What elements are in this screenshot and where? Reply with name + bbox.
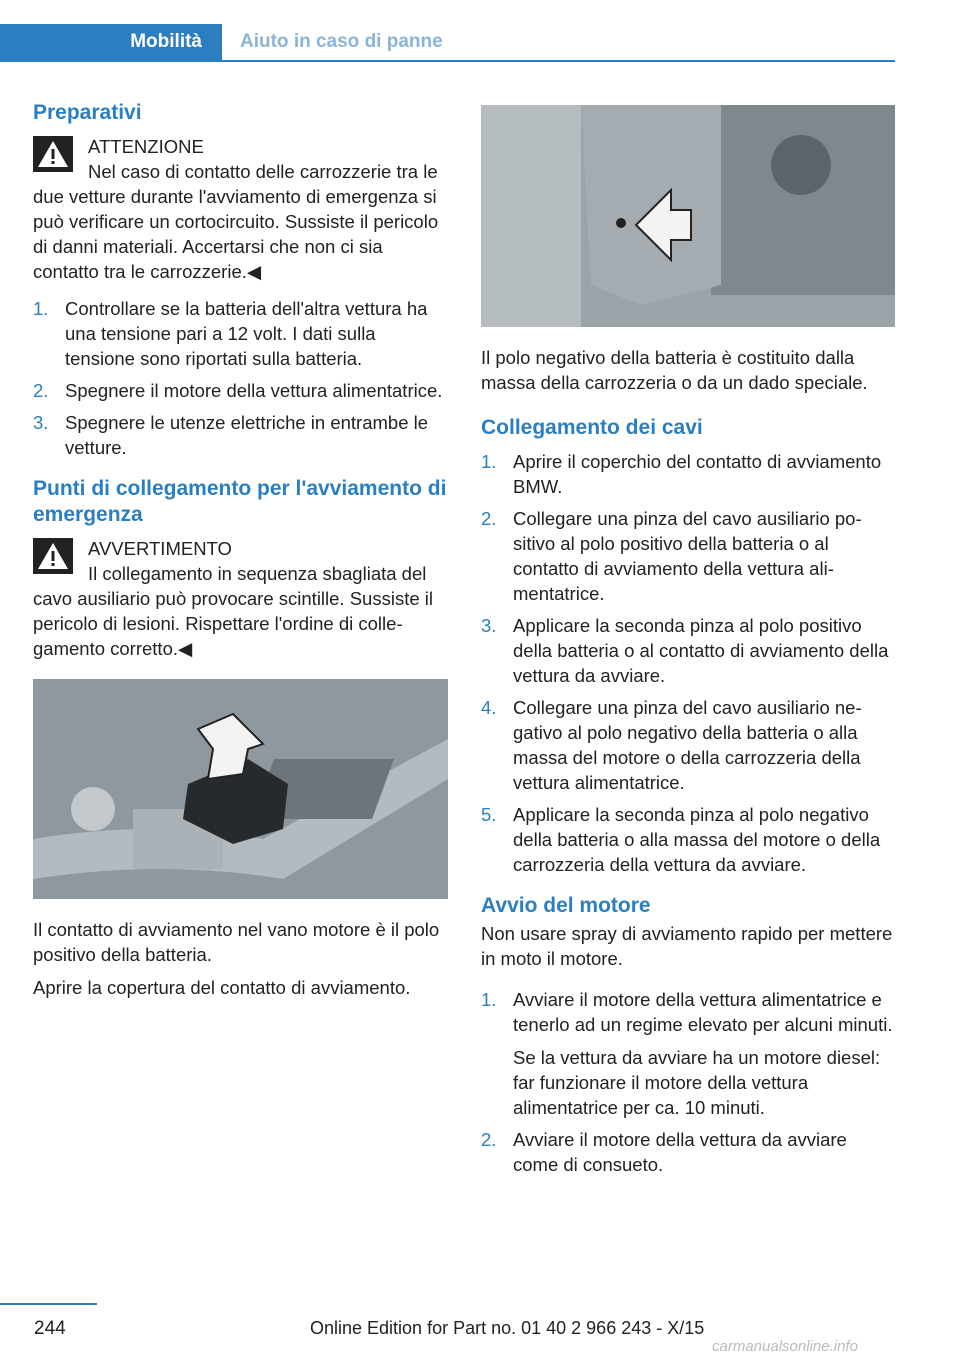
list-number: 5. xyxy=(481,804,497,825)
list-text: Collegare una pinza del cavo ausiliario positivo al polo positivo della batteria o al contatto di avviamento della vettura alimentatrice. xyxy=(513,508,862,604)
list-number: 3. xyxy=(481,615,497,636)
warning-title: AVVERTIMENTO xyxy=(88,538,232,559)
list-item xyxy=(481,449,895,499)
list-number: 4. xyxy=(481,697,497,718)
list-text: Collegare una pinza del cavo ausiliario negativo al polo negativo della batteria o alla massa del motore o della carrozzeria della vettura alimentatrice. xyxy=(513,697,862,793)
steps-preparativi xyxy=(33,296,448,460)
list-number: 1. xyxy=(33,298,49,319)
edition-text: Online Edition for Part no. 01 40 2 966 243 - X/15 xyxy=(310,1318,705,1338)
list-number: 3. xyxy=(33,412,49,433)
warning-text: Il collegamento in sequenza sbagliata del cavo ausiliario può provocare scintille. Sussiste il pericolo di lesioni. Rispettare l'ordine di collegamento corretto.◀ xyxy=(33,563,433,659)
warning-title: ATTENZIONE xyxy=(88,136,204,157)
heading-avvio-motore: Avvio del motore xyxy=(481,894,651,917)
list-item xyxy=(33,410,448,460)
tab-mobilita[interactable]: Mobilità xyxy=(0,24,222,60)
list-text: Applicare la seconda pinza al polo positivo della batteria o al contatto di avviamento della vettura da avviare. xyxy=(513,615,889,686)
engine-bay-illustration xyxy=(481,105,895,327)
list-item xyxy=(33,296,448,371)
text-open-cover: Aprire la copertura del contatto di avviamento. xyxy=(33,977,411,998)
left-column xyxy=(33,100,448,1000)
footer-divider xyxy=(0,1303,97,1305)
list-number: 1. xyxy=(481,989,497,1010)
warning-triangle-icon xyxy=(33,538,73,574)
engine-bay-positive-terminal-image xyxy=(33,679,448,899)
header-bar xyxy=(0,24,895,62)
heading-collegamento-cavi: Collegamento dei cavi xyxy=(481,416,703,439)
list-item xyxy=(481,1127,895,1177)
list-text: Avviare il motore della vettura da avviare come di consueto. xyxy=(513,1129,847,1175)
list-item xyxy=(481,613,895,688)
list-text: Spegnere il motore della vettura alimentatrice. xyxy=(65,380,443,401)
right-column xyxy=(481,105,895,1193)
warning-text: Nel caso di contatto delle carrozzerie tra le due vetture durante l'avviamento di emergenza si può verificare un cortocircuito. Sussiste il pericolo di danni materiali. Accertarsi che non ci sia contatto tra le carrozzerie.◀ xyxy=(33,161,439,282)
text-avvio: Non usare spray di avviamento rapido per mettere in moto il motore. xyxy=(481,923,893,969)
list-text: Spegnere le utenze elettriche in entrambe le vetture. xyxy=(65,412,429,458)
steps-collegamento xyxy=(481,449,895,877)
list-number: 2. xyxy=(481,508,497,529)
warning-avvertimento xyxy=(33,536,448,661)
watermark: carmanualsonline.info xyxy=(712,1338,858,1355)
engine-bay-negative-terminal-image xyxy=(481,105,895,327)
heading-punti-collegamento: Punti di collegamento per l'avviamento di emergenza xyxy=(33,477,447,526)
heading-preparativi: Preparativi xyxy=(33,101,142,124)
list-number: 2. xyxy=(481,1129,497,1150)
page-number: 244 xyxy=(34,1318,66,1339)
list-item xyxy=(33,378,448,403)
list-item xyxy=(481,987,895,1120)
list-text: Applicare la seconda pinza al polo negativo della batteria o alla massa del motore o della carrozzeria della vettura da avviare. xyxy=(513,804,881,875)
list-text: Controllare se la batteria dell'altra vettura ha una tensione pari a 12 volt. I dati sulla tensione sono riportati sulla batteria. xyxy=(65,298,428,369)
list-subtext: Se la vettura da avviare ha un motore diesel: far funzionare il motore della vettura alimentatrice per ca. 10 minuti. xyxy=(513,1047,881,1118)
engine-bay-illustration xyxy=(33,679,448,899)
list-number: 1. xyxy=(481,451,497,472)
list-number: 2. xyxy=(33,380,49,401)
list-text: Avviare il motore della vettura alimentatrice e tenerlo ad un regime elevato per alcuni minuti. xyxy=(513,989,893,1035)
caption-positive-terminal: Il contatto di avviamento nel vano motore è il polo positivo della batteria. xyxy=(33,919,440,965)
warning-triangle-icon xyxy=(33,136,73,172)
list-text: Aprire il coperchio del contatto di avviamento BMW. xyxy=(513,451,882,497)
list-item xyxy=(481,506,895,606)
header-divider xyxy=(0,60,895,62)
steps-avvio xyxy=(481,987,895,1177)
tab-aiuto-panne[interactable]: Aiuto in caso di panne xyxy=(240,31,443,52)
list-item xyxy=(481,695,895,795)
list-item xyxy=(481,802,895,877)
warning-attenzione xyxy=(33,134,448,284)
caption-negative-terminal: Il polo negativo della batteria è costituito dalla massa della carrozzeria o da un dado speciale. xyxy=(481,347,868,393)
